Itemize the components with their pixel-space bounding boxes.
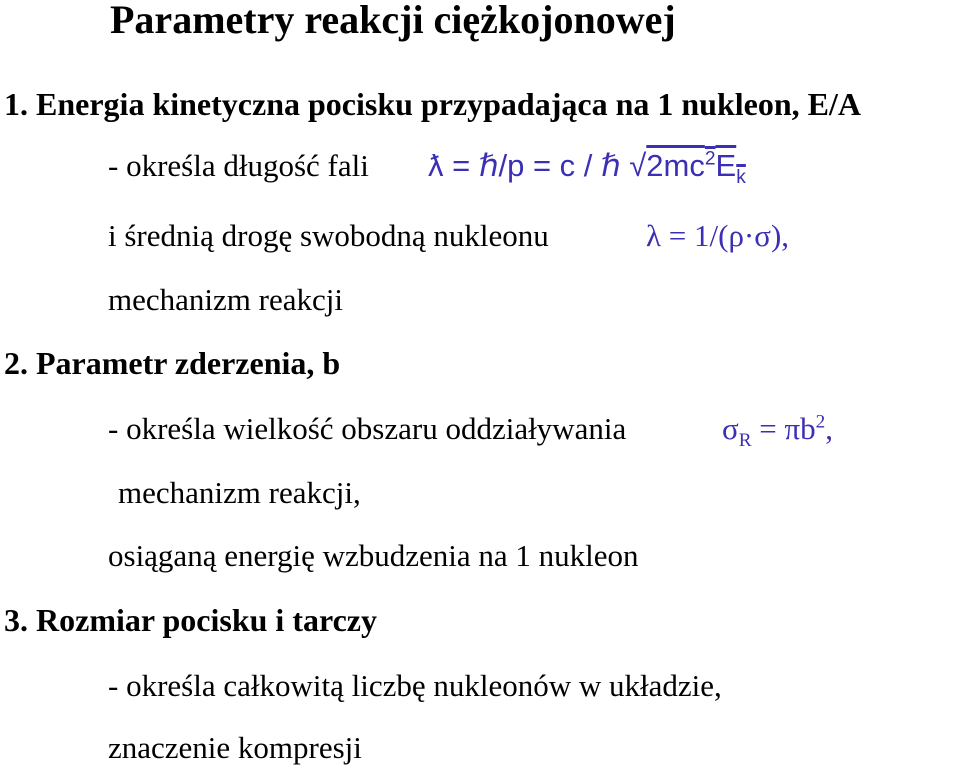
mean-free-path-formula: λ = 1/(ρ·σ), [646, 218, 790, 253]
sigma-symbol: σ [722, 411, 739, 446]
subscript-r: R [738, 430, 752, 452]
formula-part: = ℏ/p = c / ℏ [443, 148, 630, 183]
s3-line-2: znaczenie kompresji [108, 730, 362, 765]
formula-mid: = πb [751, 411, 816, 446]
superscript-2: 2 [704, 148, 716, 170]
s2-line-2: mechanizm reakcji, [118, 475, 361, 510]
sqrt-radicand [646, 148, 746, 189]
subscript-k: k [736, 167, 746, 189]
sqrt-symbol: √ [629, 148, 647, 183]
s1-line-2: i średnią drogę swobodną nukleonu [108, 218, 549, 253]
cross-section-formula [722, 411, 834, 452]
s2-line-3: osiąganą energię wzbudzenia na 1 nukleon [108, 538, 639, 573]
formula-end: , [825, 411, 834, 446]
wavelength-formula [428, 148, 746, 189]
section-2-heading: 2. Parametr zderzenia, b [4, 345, 341, 381]
s3-line-1: - określa całkowitą liczbę nukleonów w układzie, [108, 668, 722, 703]
radicand-mc: 2mc [646, 148, 705, 183]
superscript-2b: 2 [815, 411, 826, 433]
s1-line-3: mechanizm reakcji [108, 282, 343, 317]
s1-line-1: - określa długość fali [108, 148, 369, 183]
section-1-heading: 1. Energia kinetyczna pocisku przypadająca na 1 nukleon, E/A [4, 86, 861, 122]
s2-line-1: - określa wielkość obszaru oddziaływania [108, 411, 627, 446]
page-title: Parametry reakcji ciężkojonowej [110, 0, 676, 42]
lambda-bar-symbol: ƛ [428, 148, 444, 183]
radicand-e: E [715, 148, 737, 183]
section-3-heading: 3. Rozmiar pocisku i tarczy [4, 602, 377, 638]
